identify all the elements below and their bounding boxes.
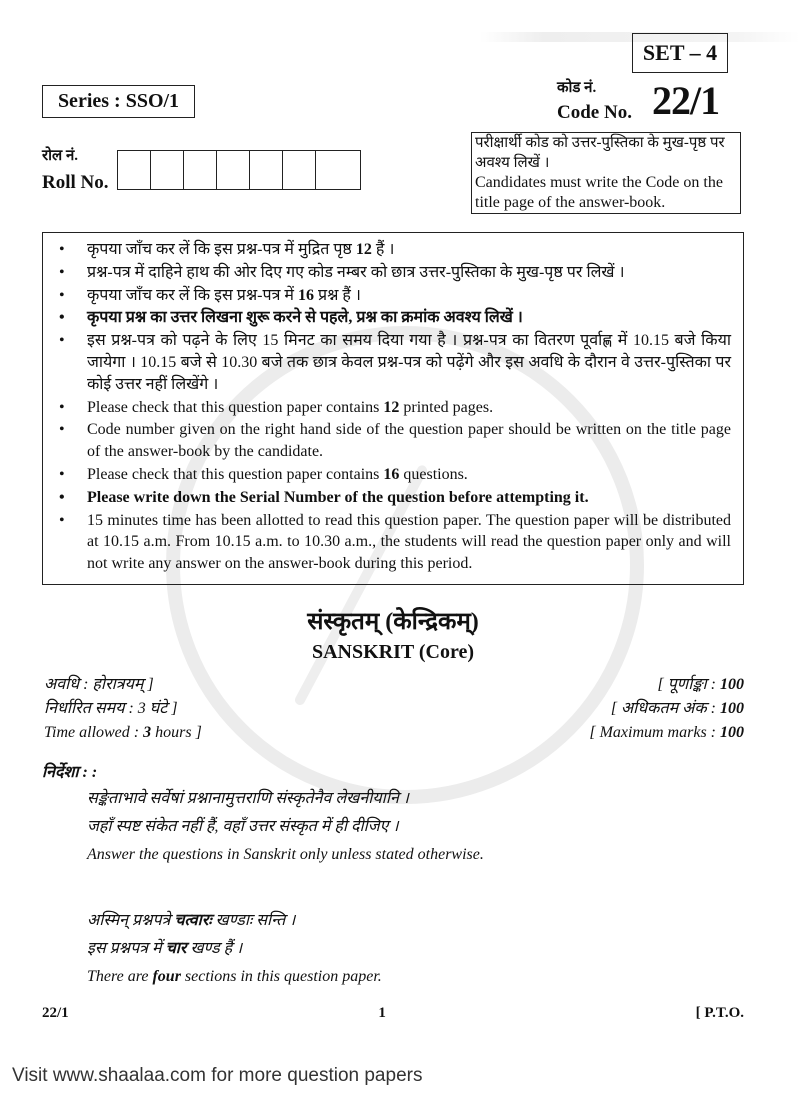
set-label: SET – 4	[632, 33, 728, 73]
direction-line: Answer the questions in Sanskrit only unless stated otherwise.	[87, 845, 484, 863]
code-note-hi: परीक्षार्थी कोड को उत्तर-पुस्तिका के मुख-पृष्ठ पर अवश्य लिखें ।	[475, 135, 725, 171]
instruction-item: • 15 minutes time has been allotted to read this question paper. The question paper will be distributed at 10.15 a.m. From 10.15 a.m. to 10.30 a.m., the students will read the question paper only and will not write any answer on the answer-book during this period.	[59, 510, 731, 575]
page-header	[0, 0, 800, 232]
meta-row	[42, 697, 744, 721]
meta-block	[42, 673, 744, 745]
instruction-item: • Code number given on the right hand side of the question paper should be written on the title page of the answer-book by the candidate.	[59, 419, 731, 463]
roll-number-boxes[interactable]	[117, 150, 361, 190]
code-number: 22/1	[652, 78, 720, 123]
roll-digit-box[interactable]	[151, 151, 184, 189]
directions-heading: निर्देशा : :	[42, 763, 98, 781]
instruction-item: • Please check that this question paper contains 16 questions.	[59, 464, 731, 486]
promo-banner	[0, 1037, 800, 1097]
roll-label-en: Roll No.	[42, 172, 109, 193]
page-footer	[42, 1003, 744, 1023]
page-number: 1	[378, 1004, 386, 1021]
direction-line: सङ्केताभावे सर्वेषां प्रश्नानामुत्तराणि संस्कृतेनैव लेखनीयानि ।	[87, 789, 409, 807]
instruction-item: • कृपया प्रश्न का उत्तर लिखना शुरू करने से पहले, प्रश्न का क्रमांक अवश्य लिखें ।	[59, 307, 731, 329]
code-label-hi: कोड नं.	[557, 80, 597, 96]
max-marks: [ Maximum marks : 100	[589, 723, 744, 741]
meta-row	[42, 673, 744, 697]
duration-sanskrit: अवधि : होरात्रयम् ]	[44, 675, 154, 693]
roll-digit-box[interactable]	[316, 151, 358, 189]
title-hindi: संस्कृतम् (केन्द्रिकम्)	[307, 608, 479, 635]
roll-digit-box[interactable]	[184, 151, 217, 189]
roll-digit-box[interactable]	[118, 151, 151, 189]
direction-line: इस प्रश्नपत्र में चार खण्ड हैं ।	[87, 939, 243, 957]
roll-digit-box[interactable]	[217, 151, 250, 189]
footer-code: 22/1	[42, 1004, 69, 1021]
meta-row	[42, 721, 744, 745]
instruction-item: • Please check that this question paper contains 12 printed pages.	[59, 397, 731, 419]
series-label: Series : SSO/1	[42, 85, 195, 118]
instruction-item: • कृपया जाँच कर लें कि इस प्रश्न-पत्र में मुद्रित पृष्ठ 12 हैं ।	[59, 239, 731, 261]
page-body	[0, 232, 800, 1023]
code-label-en: Code No.	[557, 102, 632, 123]
instructions-box	[42, 232, 744, 585]
direction-line: There are four sections in this question paper.	[87, 967, 382, 985]
promo-link[interactable]: Visit www.shaalaa.com for more question papers	[12, 1064, 423, 1086]
code-note-box	[471, 132, 741, 214]
time-allowed: Time allowed : 3 hours ]	[44, 723, 202, 741]
max-marks-hindi: [ अधिकतम अंक : 100	[610, 699, 744, 717]
pto-label: [ P.T.O.	[695, 1004, 744, 1021]
instruction-item: • कृपया जाँच कर लें कि इस प्रश्न-पत्र में 16 प्रश्न हैं ।	[59, 285, 731, 307]
direction-line: जहाँ स्पष्ट संकेत नहीं हैं, वहाँ उत्तर संस्कृत में ही दीजिए ।	[87, 817, 399, 835]
roll-label-hi: रोल नं.	[42, 148, 79, 164]
instruction-item: • प्रश्न-पत्र में दाहिने हाथ की ओर दिए गए कोड नम्बर को छात्र उत्तर-पुस्तिका के मुख-पृष्ठ पर लिखें ।	[59, 262, 731, 284]
roll-digit-box[interactable]	[250, 151, 283, 189]
direction-line: अस्मिन् प्रश्नपत्रे चत्वारः खण्डाः सन्ति ।	[87, 911, 296, 929]
title-english: SANSKRIT (Core)	[311, 640, 475, 663]
instruction-item: • इस प्रश्न-पत्र को पढ़ने के लिए 15 मिनट का समय दिया गया है । प्रश्न-पत्र का वितरण पूर्वाह्ण में 10.15 बजे किया जायेगा । 10.15 बजे से 10.30 बजे तक छात्र केवल प्रश्न-पत्र को पढ़ेंगे और इस अवधि के दौरान वे उत्तर-पुस्तिका पर कोई उत्तर नहीं लिखेंगे ।	[59, 330, 731, 395]
duration-hindi: निर्धारित समय : 3 घंटे ]	[44, 699, 178, 717]
spacer	[42, 869, 744, 907]
full-marks-sanskrit: [ पूर्णाङ्का : 100	[657, 675, 744, 693]
roll-digit-box[interactable]	[283, 151, 316, 189]
instruction-item: • Please write down the Serial Number of the question before attempting it.	[59, 487, 731, 509]
code-note-en: Candidates must write the Code on the title page of the answer-book.	[475, 174, 723, 211]
